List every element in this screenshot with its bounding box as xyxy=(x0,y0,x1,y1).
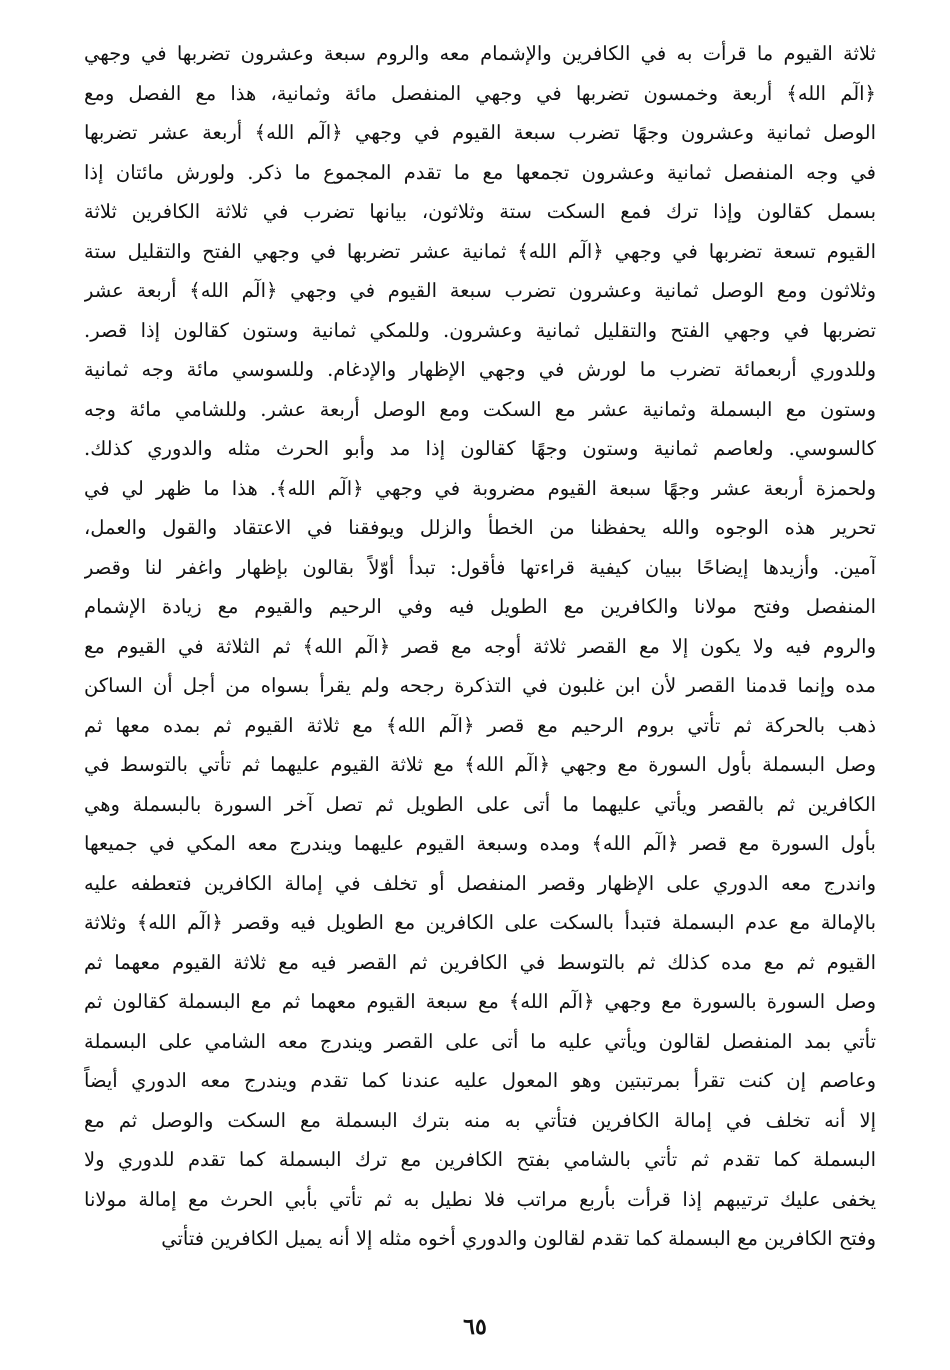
text-line: الكافرين ثم بالقصر ويأتي عليهما ما أتى على الطويل ثم تصل آخر السورة بالبسملة وهي xyxy=(84,792,876,816)
text-line: تحرير هذه الوجوه والله يحفظنا من الخطأ والزلل ويوفقنا في الاعتقاد والقول والعمل، xyxy=(84,516,876,539)
text-line: وفتح الكافرين مع البسملة كما تقدم لقالون والدوري أخوه مثله إلا أنه يميل الكافرين فتأتي xyxy=(161,1227,876,1250)
page-number: ٦٥ xyxy=(463,1314,487,1340)
text-line: واندرج معه الدوري على الإظهار وقصر المنفصل أو تخلف في إمالة الكافرين فتعطفه عليه xyxy=(84,871,876,895)
text-line: تضربها في وجهي الفتح والتقليل ثمانية وعشرون. وللمكي ثمانية وستون كقالون إذا قصر. xyxy=(84,318,876,342)
text-line: في وجه المنفصل ثمانية وعشرون تجمعها مع ما تقدم المجموع ما ذكر. ولورش مائتان إذا xyxy=(84,160,876,184)
text-line: ثلاثة القيوم ما قرأت به في الكافرين والإشمام معه والروم سبعة وعشرون تضربها في وجهي xyxy=(84,42,876,65)
text-line: بالإمالة مع عدم البسملة فتبدأ بالسكت على الكافرين مع الطويل فيه وقصر ﴿الٓم الله﴾ وثلاثة xyxy=(84,911,876,934)
text-line: القيوم تسعة تضربها في وجهي ﴿الٓم الله﴾ ثمانية عشر تضربها في وجهي الفتح والتقليل ستة xyxy=(84,239,876,263)
text-line: بسمل كقالون وإذا ترك فمع السكت ستة وثلاثون، بيانها تضرب في ثلاثة الكافرين ثلاثة xyxy=(84,200,876,223)
text-line: وصل البسملة بأول السورة مع وجهي ﴿الٓم الله﴾ مع ثلاثة القيوم عليهما ثم تأتي بالتوسط في xyxy=(84,753,876,776)
text-line: وللدوري أربعمائة تضرب ما لورش في وجهي الإظهار والإدغام. وللسوسي مائة وجه ثمانية xyxy=(84,358,876,381)
text-line: تأتي بمد المنفصل لقالون ويأتي عليه ما أتى على القصر ويندرج معه الشامي على البسملة xyxy=(84,1029,876,1053)
text-line: وصل السورة بالسورة مع وجهي ﴿الٓم الله﴾ مع سبعة القيوم معهما ثم مع البسملة كقالون ثم xyxy=(84,990,876,1013)
text-line: وثلاثون ومع الوصل ثمانية وعشرون تضرب سبعة القيوم في وجهي ﴿الٓم الله﴾ أربعة عشر xyxy=(84,279,876,302)
text-line: ﴿الٓم الله﴾ أربعة وخمسون تضربها في وجهي المنفصل مائة وثمانية، هذا مع الفصل ومع xyxy=(84,81,876,105)
text-line: بأول السورة مع قصر ﴿الٓم الله﴾ ومده وسبعة القيوم عليهما ويندرج معه المكي في جميعها xyxy=(84,832,876,855)
text-line: وعاصم إن كنت تقرأ بمرتبتين وهو المعول عليه عندنا كما تقدم ويندرج معه الدوري أيضاً xyxy=(84,1069,876,1092)
text-line: المنفصل وفتح مولانا والكافرين مع الطويل فيه وفي الرحيم والقيوم مع زيادة الإشمام xyxy=(84,595,876,618)
text-line: مده وإنما قدمنا القصر لأن ابن غلبون في التذكرة رجحه ولم يقرأ بسواه من أجل أن الساكن xyxy=(84,674,876,697)
text-line: ولحمزة أربعة عشر وجهًا سبعة القيوم مضروبة في وجهي ﴿الٓم الله﴾. هذا ما ظهر لي في xyxy=(84,476,876,500)
text-line: إلا أنه تخلف في إمالة الكافرين فتأتي به منه بترك البسملة مع السكت والوصل ثم مع xyxy=(84,1108,876,1132)
text-line: ذهب بالحركة ثم تأتي بروم الرحيم مع قصر ﴿الٓم الله﴾ مع ثلاثة القيوم ثم بمده معها ثم xyxy=(84,713,876,737)
text-line: آمين. وأزيدها إيضاحًا ببيان كيفية قراءتها فأقول: تبدأ أوّلاً بقالون بإظهار واغفر لنا وقصر xyxy=(84,555,876,579)
body-text xyxy=(84,34,876,1259)
text-line: يخفى عليك ترتيبهم إذا قرأت بأربع مراتب فلا نطيل به ثم تأتي بأبي الحرث مع إمالة مولانا xyxy=(84,1187,876,1211)
text-line: والروم فيه ولا يكون إلا مع القصر ثلاثة أوجه مع قصر ﴿الٓم الله﴾ ثم الثلاثة في القيوم مع xyxy=(84,634,876,658)
text-line: البسملة كما تقدم ثم تأتي بالشامي بفتح الكافرين مع ترك البسملة كما تقدم للدوري ولا xyxy=(84,1148,876,1171)
text-line: كالسوسي. ولعاصم ثمانية وستون وجهًا كقالون إذا مد وأبو الحرث مثله والدوري كذلك. xyxy=(84,437,876,460)
text-line: الوصل ثمانية وعشرون وجهًا تضرب سبعة القيوم في وجهي ﴿الٓم الله﴾ أربعة عشر تضربها xyxy=(84,121,876,144)
text-line: وستون مع البسملة وثمانية عشر مع السكت ومع الوصل أربعة عشر. وللشامي مائة وجه xyxy=(84,397,876,421)
text-line: القيوم ثم مع مده كذلك ثم بالتوسط في الكافرين ثم القصر فيه مع ثلاثة القيوم معهما ثم xyxy=(84,950,876,974)
